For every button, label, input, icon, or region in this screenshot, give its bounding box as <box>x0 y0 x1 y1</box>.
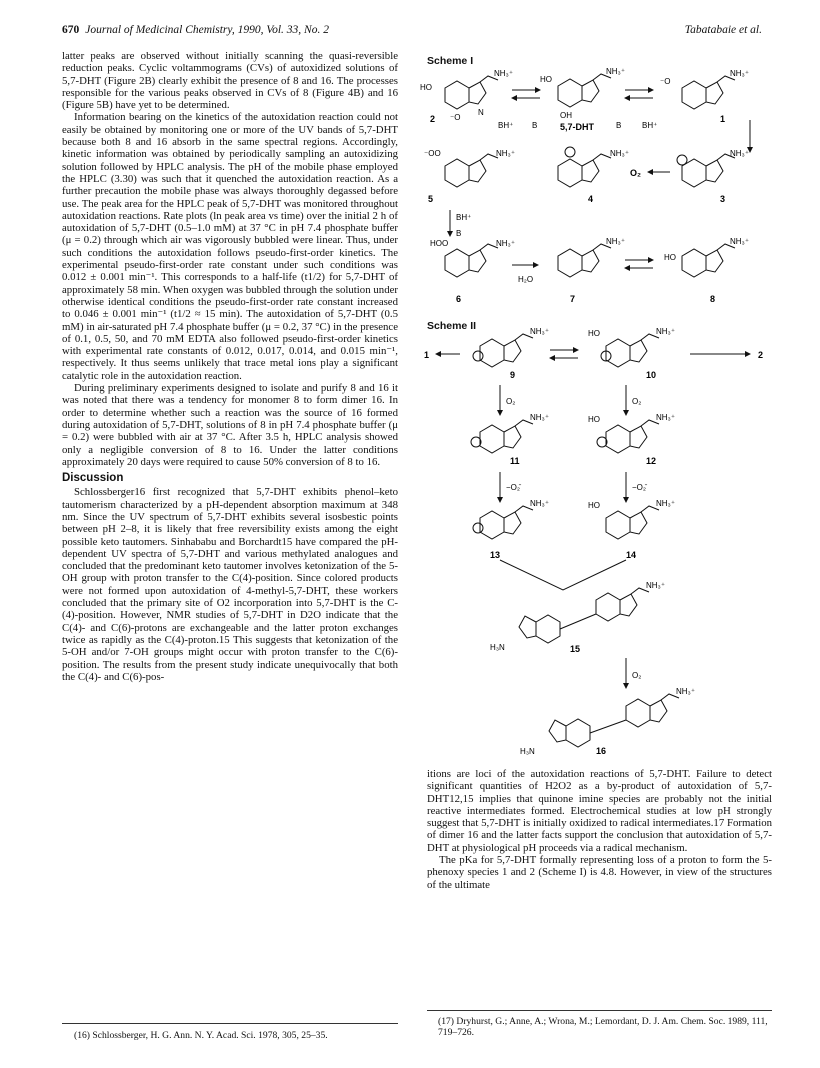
structure-7 <box>558 244 611 277</box>
label-minus-o2: −O₂̄ <box>632 483 646 492</box>
label-nh3: NH₃⁺ <box>496 149 516 158</box>
label-nh3: NH₃⁺ <box>494 69 514 78</box>
structure-9 <box>473 334 533 367</box>
left-column <box>62 50 398 683</box>
label-oh: OH <box>560 111 572 120</box>
structure-5-7-dht <box>558 74 611 107</box>
label-o2: O₂ <box>630 168 641 178</box>
compound-label-5-7-dht: 5,7-DHT <box>560 122 595 132</box>
scheme-1-title: Scheme I <box>427 55 474 67</box>
label-hoo: HOO <box>430 239 449 248</box>
label-h2o: H₂O <box>518 275 534 284</box>
structure-2 <box>445 76 498 109</box>
compound-number-14: 14 <box>626 550 637 560</box>
label-nh3: NH₃⁺ <box>530 499 550 508</box>
structure-5 <box>445 154 498 187</box>
structure-15 <box>519 588 649 643</box>
paragraph: itions are loci of the autoxidation reactions of 5,7-DHT. Failure to detect significant quantities of H2O2 as a by-product of autoxidation of 5,7-DHT12,15 implies that quinone imine species are probably not the initial reactive intermediates formed. Electrochemical studies at low pH strongly suggest that 5,7-DHT is initially oxidized to radical intermediates.17 Formation of dimer 16 and the latter facts support the conclusion that autoxidation of 5,7-DHT at physiological pH proceeds via a radical mechanism. <box>427 768 772 854</box>
label-ho: HO <box>588 415 600 424</box>
label-ho: HO <box>420 83 432 92</box>
label-h3n: H₃N <box>490 643 505 652</box>
compound-number-2: 2 <box>758 350 764 360</box>
label-ho: HO <box>588 329 600 338</box>
compound-number-3: 3 <box>720 194 726 204</box>
compound-number-12: 12 <box>646 456 657 466</box>
label-nh3: NH₃⁺ <box>656 327 676 336</box>
compound-number-15: 15 <box>570 644 581 654</box>
compound-number-13: 13 <box>490 550 501 560</box>
structure-16 <box>549 694 679 747</box>
reaction-schemes-figure <box>420 60 790 760</box>
label-o2: O₂ <box>632 397 642 406</box>
journal-citation: Journal of Medicinal Chemistry, 1990, Vol. 33, No. 2 <box>85 24 329 36</box>
paragraph: The pKa for 5,7-DHT formally representing loss of a proton to form the 5-phenoxy species 1 and 2 (Scheme I) is 4.8. However, in view of the structures of the ultimate <box>427 854 772 891</box>
structure-11 <box>471 420 533 453</box>
structure-13 <box>473 506 533 539</box>
label-nh3: NH₃⁺ <box>656 499 676 508</box>
compound-number-8: 8 <box>710 294 716 304</box>
label-b: B <box>532 121 538 130</box>
label-b: B <box>456 229 462 238</box>
structure-4 <box>558 147 611 187</box>
label-nh3: NH₃⁺ <box>606 237 626 246</box>
label-nh3: NH₃⁺ <box>646 581 666 590</box>
structure-8 <box>682 244 735 277</box>
footnote-rule-right <box>427 1010 772 1011</box>
label-o2: O₂ <box>632 671 642 680</box>
paragraph: Schlossberger16 first recognized that 5,7-DHT exhibits phenol–keto tautomerism characterized by a pH-dependent absorption maximum at 348 nm. Since the UV spectrum of 5,7-DHT exhibits several isosbestic points between pH 2–8, it is likely that free reversibility exists among the eight possible keto tautomers. Sinhababu and Borchardt15 have compared the pH-dependent UV spectra of 5,7-DHT and various methylated analogues and concluded that the predominant keto tautomer involves ketonization of the 5-OH group with proton transfer to the C(4)-position. Since colored products were not formed upon autoxidation of 4-methyl-5,7-DHT, these workers concluded that the primary site of O2 incorporation into 5,7-DHT is the C-(4)-position. However, NMR studies of 5,7-DHT in D2O indicate that the C(4)- and C(6)-protons are exchangeable and the latter proton exchanges twice as rapidly as the C(4)-proton.15 This suggests that ketonization of the 5-OH and/or 7-OH groups might occur with proton transfer to the C(6)-position. The results from the present study indicate unequivocally that both the C(4)- and C(6)-pos- <box>62 486 398 683</box>
structure-10 <box>601 334 659 367</box>
compound-number-6: 6 <box>456 294 462 304</box>
paragraph: Information bearing on the kinetics of the autoxidation reaction could not easily be obtained by monitoring one or more of the UV bands of 5,7-DHT because both 8 and 16 absorb in the same spectral regions. Accordingly, kinetic information was obtained by periodically sampling an autoxidizing solution followed by HPLC analysis. The pH of the mobile phase employed the HPLC (3.30) was such that it quenched the autoxidation reaction. As a further precaution the mobile phase was always thoroughly degassed before use. The peak area for the HPLC peak of 5,7-DHT was monitored throughout autoxidation reactions. Rate plots (ln peak area vs time) over the initial 2 h of autoxidation of 5,7-DHT (0.5–1.0 mM) at 37 °C in pH 7.4 phosphate buffer (μ = 0.2) through which air was vigorously bubbled were linear. Thus, under such conditions the autoxidation follows pseudo-first-order kinetics. The experimental pseudo-first-order rate constant under such conditions was 0.012 ± 0.001 min⁻¹. This corresponds to a half-life (t1/2) for 5,7-DHT of approximately 58 min. When oxygen was bubbled through the solution under otherwise identical conditions the pseudo-first-order rate constant increased to 0.046 ± 0.001 min⁻¹ (t1/2 ≈ 15 min). The autoxidation of 5,7-DHT (0.5 mM) in air-saturated pH 7.4 phosphate buffer (μ = 0.2, 37 °C) in the presence of 0.1, 0.5, 50, and 70 mM EDTA also followed pseudo-first-order kinetics with experimental rate constants of 0.012, 0.017, 0.014, and 0.015 min⁻¹, respectively. It thus seems unlikely that trace metal ions play a significant catalytic role in the autoxidation reaction. <box>62 111 398 382</box>
compound-number-10: 10 <box>646 370 657 380</box>
compound-number-2: 2 <box>430 114 436 124</box>
page-number: 670 <box>62 24 80 36</box>
label-ooh: ⁻OO <box>424 149 441 158</box>
structure-14 <box>606 506 659 539</box>
footnote-17: (17) Dryhurst, G.; Anne, A.; Wrona, M.; Lemordant, D. J. Am. Chem. Soc. 1989, 111, 719–726. <box>438 1016 768 1038</box>
label-minus-o2: −O₂̄ <box>506 483 520 492</box>
label-bh: BH⁺ <box>642 121 658 130</box>
label-h3n: H₃N <box>520 747 535 756</box>
label-nh3: NH₃⁺ <box>610 149 630 158</box>
running-header-authors: Tabatabaie et al. <box>684 24 762 36</box>
right-column <box>427 768 772 891</box>
label-n: N <box>478 108 484 117</box>
compound-number-9: 9 <box>510 370 516 380</box>
label-nh3: NH₃⁺ <box>606 67 626 76</box>
compound-number-4: 4 <box>588 194 594 204</box>
compound-number-16: 16 <box>596 746 607 756</box>
structure-6 <box>445 244 498 277</box>
label-o-minus: ⁻O <box>660 77 671 86</box>
label-nh3: NH₃⁺ <box>530 413 550 422</box>
section-heading-discussion: Discussion <box>62 472 124 485</box>
paragraph: During preliminary experiments designed to isolate and purify 8 and 16 it was noted that there was a tendency for monomer 8 to form dimer 16. In order to determine whether such a reaction was the source of 16 formed during autoxidation of 5,7-DHT, solutions of 8 in pH 7.4 phosphate buffer (μ = 0.2) were bubbled with air at 37 °C. After 3.5 h, HPLC analysis showed only a negligible conversion of 8 to 16. Under the latter conditions approximately 20 days were required to cause 50% conversion of 8 to 16. <box>62 382 398 468</box>
label-bh: BH⁺ <box>498 121 514 130</box>
compound-number-11: 11 <box>510 456 520 466</box>
compound-number-1: 1 <box>424 350 430 360</box>
label-nh3: NH₃⁺ <box>730 237 750 246</box>
label-nh3: NH₃⁺ <box>676 687 696 696</box>
compound-number-1: 1 <box>720 114 726 124</box>
label-nh3: NH₃⁺ <box>496 239 516 248</box>
compound-number-7: 7 <box>570 294 576 304</box>
structure-12 <box>597 420 659 453</box>
paragraph: latter peaks are observed without initially scanning the quasi-reversible reduction peaks. Cyclic voltammograms (CVs) of autoxidized solutions of 5,7-DHT (Figure 2B) clearly exhibit the presence of 8 and 16. The processes responsible for the various peaks observed in CVs of 8 (Figure 4B) and 16 (Figure 5B) have yet to be determined. <box>62 50 398 112</box>
label-nh3: NH₃⁺ <box>530 327 550 336</box>
label-nh3: NH₃⁺ <box>730 69 750 78</box>
label-o2: O₂ <box>506 397 516 406</box>
label-nh3: NH₃⁺ <box>730 149 750 158</box>
scheme-2-title: Scheme II <box>427 320 477 332</box>
footnote-rule-left <box>62 1023 398 1024</box>
label-bh: BH⁺ <box>456 213 472 222</box>
structure-1 <box>682 76 735 109</box>
label-nh3: NH₃⁺ <box>656 413 676 422</box>
structure-3 <box>677 154 735 187</box>
running-header-left <box>62 24 329 36</box>
label-ho: HO <box>540 75 552 84</box>
footnote-16: (16) Schlossberger, H. G. Ann. N. Y. Acad. Sci. 1978, 305, 25–35. <box>74 1030 328 1041</box>
label-ho: HO <box>664 253 676 262</box>
compound-number-5: 5 <box>428 194 434 204</box>
label-ho: HO <box>588 501 600 510</box>
label-b: B <box>616 121 622 130</box>
label-o-minus: ⁻O <box>450 113 461 122</box>
